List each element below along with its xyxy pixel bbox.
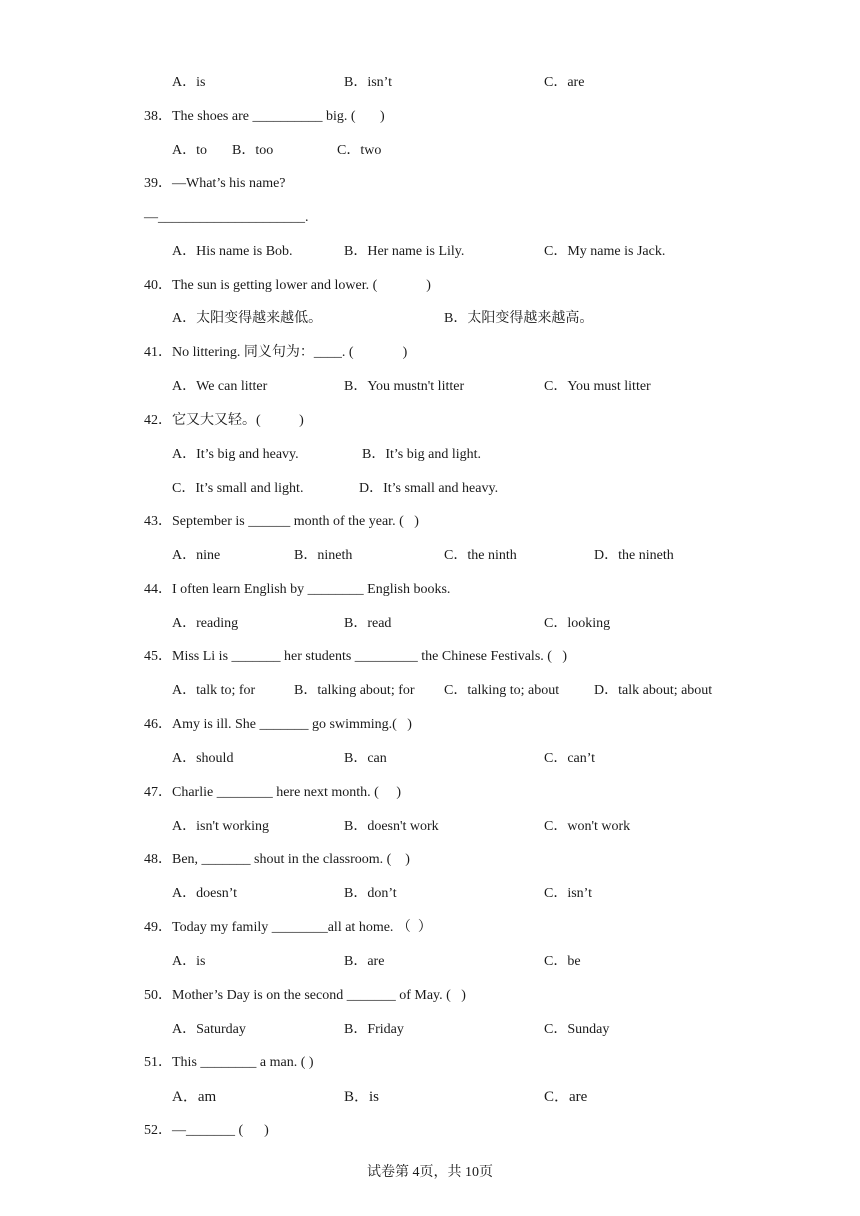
question-45: 45．Miss Li is _______ her students _________ the Chinese Festivals. ( ) [144,649,568,664]
q47-option-a: A．isn't working [172,819,270,834]
question-50: 50．Mother’s Day is on the second _______ of May. ( ) [144,988,466,1003]
q46-option-b: B．can [344,751,387,766]
q45-option-a: A．talk to; for [172,683,256,698]
q47-option-c: C．won't work [544,819,631,834]
q43-option-a: A．nine [172,548,221,563]
q39-answer-blank: —_____________________. [144,210,309,225]
question-49: 49．Today my family ________all at home. （ ） [144,920,432,935]
q40-option-a: A．太阳变得越来越低。 [172,311,323,326]
page-footer: 试卷第 4页，共 10页 [367,1165,493,1180]
q49-option-b: B．are [344,954,385,969]
q41-option-a: A．We can litter [172,379,268,394]
q42-option-b: B．It’s big and light. [362,447,481,462]
q49-option-c: C．be [544,954,581,969]
q50-option-c: C．Sunday [544,1022,610,1037]
q37-option-b: B．isn’t [344,75,392,90]
q38-option-c: C．two [337,143,382,158]
q48-option-b: B．don’t [344,886,397,901]
question-51: 51．This ________ a man. ( ) [144,1055,314,1070]
question-38: 38．The shoes are __________ big. ( ) [144,109,385,124]
q51-option-b: B．is [344,1089,380,1105]
question-42: 42．它又大又轻。( ) [144,413,304,428]
q46-option-c: C．can’t [544,751,596,766]
q40-option-b: B．太阳变得越来越高。 [444,311,594,326]
q48-option-a: A．doesn’t [172,886,238,901]
question-39: 39．—What’s his name? [144,176,286,191]
q39-option-b: B．Her name is Lily. [344,244,465,259]
question-47: 47．Charlie ________ here next month. ( ) [144,785,402,800]
q37-option-a: A．is [172,75,206,90]
question-46: 46．Amy is ill. She _______ go swimming.( ) [144,717,412,732]
q41-option-b: B．You mustn't litter [344,379,465,394]
q42-option-c: C．It’s small and light. [172,481,304,496]
q43-option-b: B．nineth [294,548,353,563]
q50-option-b: B．Friday [344,1022,404,1037]
question-43: 43．September is ______ month of the year. ( ) [144,514,419,529]
question-40: 40．The sun is getting lower and lower. ( ) [144,278,431,293]
question-48: 48．Ben, _______ shout in the classroom. ( ) [144,852,410,867]
q43-option-d: D．the nineth [594,548,674,563]
question-52: 52．—_______ ( ) [144,1123,269,1138]
q43-option-c: C．the ninth [444,548,517,563]
q38-option-b: B．too [232,143,274,158]
q48-option-c: C．isn’t [544,886,592,901]
q44-option-c: C．looking [544,616,611,631]
q39-option-c: C．My name is Jack. [544,244,666,259]
q51-option-a: A．am [172,1089,217,1105]
q47-option-b: B．doesn't work [344,819,439,834]
q42-option-d: D．It’s small and heavy. [359,481,499,496]
question-44: 44．I often learn English by ________ English books. [144,582,451,597]
q44-option-b: B．read [344,616,392,631]
q38-option-a: A．to [172,143,207,158]
q41-option-c: C．You must litter [544,379,651,394]
q42-option-a: A．It’s big and heavy. [172,447,299,462]
question-41: 41．No littering. 同义句为：____. ( ) [144,345,408,360]
q44-option-a: A．reading [172,616,239,631]
q50-option-a: A．Saturday [172,1022,246,1037]
q39-option-a: A．His name is Bob. [172,244,293,259]
q37-option-c: C．are [544,75,585,90]
q45-option-c: C．talking to; about [444,683,560,698]
q49-option-a: A．is [172,954,206,969]
q45-option-d: D．talk about; about [594,683,713,698]
q45-option-b: B．talking about; for [294,683,415,698]
q46-option-a: A．should [172,751,234,766]
q51-option-c: C．are [544,1089,588,1105]
